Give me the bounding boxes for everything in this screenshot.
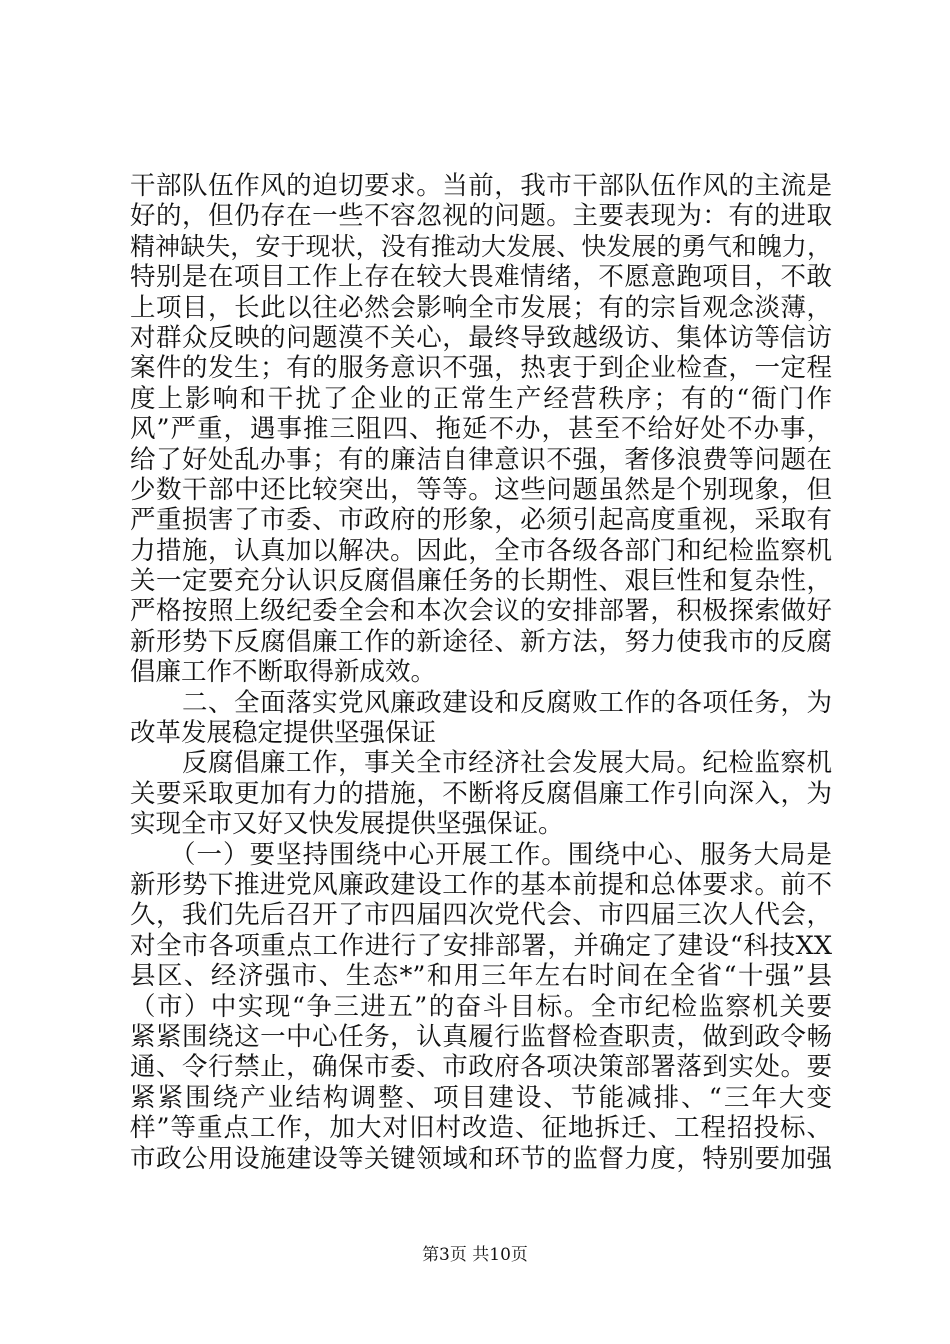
- paragraph: [130, 748, 832, 839]
- text-line: 上项目，长此以往必然会影响全市发展；有的宗旨观念淡薄，: [130, 292, 832, 323]
- text-line: 新形势下推进党风廉政建设工作的基本前提和总体要求。前不: [130, 869, 832, 900]
- text-line: 新形势下反腐倡廉工作的新途径、新方法，努力使我市的反腐: [130, 626, 832, 657]
- text-line: 样”等重点工作，加大对旧村改造、征地拆迁、工程招投标、: [130, 1113, 832, 1144]
- text-line: 干部队伍作风的迫切要求。当前，我市干部队伍作风的主流是: [130, 171, 832, 201]
- paragraph: [130, 171, 832, 688]
- text-line: 案件的发生；有的服务意识不强，热衷于到企业检查，一定程: [130, 353, 832, 384]
- text-line: 县区、经济强市、生态*”和用三年左右时间在全省“十强”县: [130, 961, 832, 992]
- text-line: 给了好处乱办事；有的廉洁自律意识不强，奢侈浪费等问题在: [130, 444, 832, 475]
- text-line: 市政公用设施建设等关键领域和环节的监督力度，特别要加强: [130, 1143, 832, 1174]
- text-line: 关一定要充分认识反腐倡廉任务的长期性、艰巨性和复杂性，: [130, 566, 832, 597]
- text-line: 严格按照上级纪委全会和本次会议的安排部署，积极探索做好: [130, 596, 832, 627]
- text-line: 久，我们先后召开了市四届四次党代会、市四届三次人代会，: [130, 900, 832, 931]
- section-heading: [130, 688, 832, 749]
- text-line: 改革发展稳定提供坚强保证: [130, 718, 437, 749]
- text-line: 少数干部中还比较突出，等等。这些问题虽然是个别现象，但: [130, 474, 832, 505]
- text-line: 二、全面落实党风廉政建设和反腐败工作的各项任务，为: [182, 687, 832, 718]
- text-line: 关要采取更加有力的措施，不断将反腐倡廉工作引向深入，为: [130, 778, 832, 809]
- text-line: 特别是在项目工作上存在较大畏难情绪，不愿意跑项目，不敢: [130, 262, 832, 293]
- paragraph: [130, 840, 832, 1174]
- text-line: 对全市各项重点工作进行了安排部署，并确定了建设“科技XX: [130, 930, 832, 961]
- text-line: 倡廉工作不断取得新成效。: [130, 657, 437, 688]
- text-line: 风”严重，遇事推三阻四、拖延不办，甚至不给好处不办事，: [130, 414, 832, 445]
- document-body: [130, 171, 832, 1174]
- text-line: 反腐倡廉工作，事关全市经济社会发展大局。纪检监察机: [182, 748, 832, 779]
- text-line: 精神缺失，安于现状，没有推动大发展、快发展的勇气和魄力，: [130, 231, 832, 261]
- text-line: 力措施，认真加以解决。因此，全市各级各部门和纪检监察机: [130, 535, 832, 566]
- text-line: （一）要坚持围绕中心开展工作。围绕中心、服务大局是: [170, 839, 832, 870]
- text-line: 紧紧围绕这一中心任务，认真履行监督检查职责，做到政令畅: [130, 1021, 832, 1052]
- text-line: （市）中实现“争三进五”的奋斗目标。全市纪检监察机关要: [130, 991, 832, 1022]
- text-line: 通、令行禁止，确保市委、市政府各项决策部署落到实处。要: [130, 1052, 832, 1083]
- text-line: 好的，但仍存在一些不容忽视的问题。主要表现为：有的进取: [130, 201, 832, 232]
- text-line: 严重损害了市委、市政府的形象，必须引起高度重视，采取有: [130, 505, 832, 536]
- text-line: 对群众反映的问题漠不关心，最终导致越级访、集体访等信访: [130, 322, 832, 353]
- text-line: 实现全市又好又快发展提供坚强保证。: [130, 809, 564, 840]
- text-line: 紧紧围绕产业结构调整、项目建设、节能减排、“三年大变: [130, 1082, 832, 1113]
- page-number: 第3页 共10页: [422, 1245, 528, 1265]
- text-line: 度上影响和干扰了企业的正常生产经营秩序；有的“衙门作: [130, 383, 832, 414]
